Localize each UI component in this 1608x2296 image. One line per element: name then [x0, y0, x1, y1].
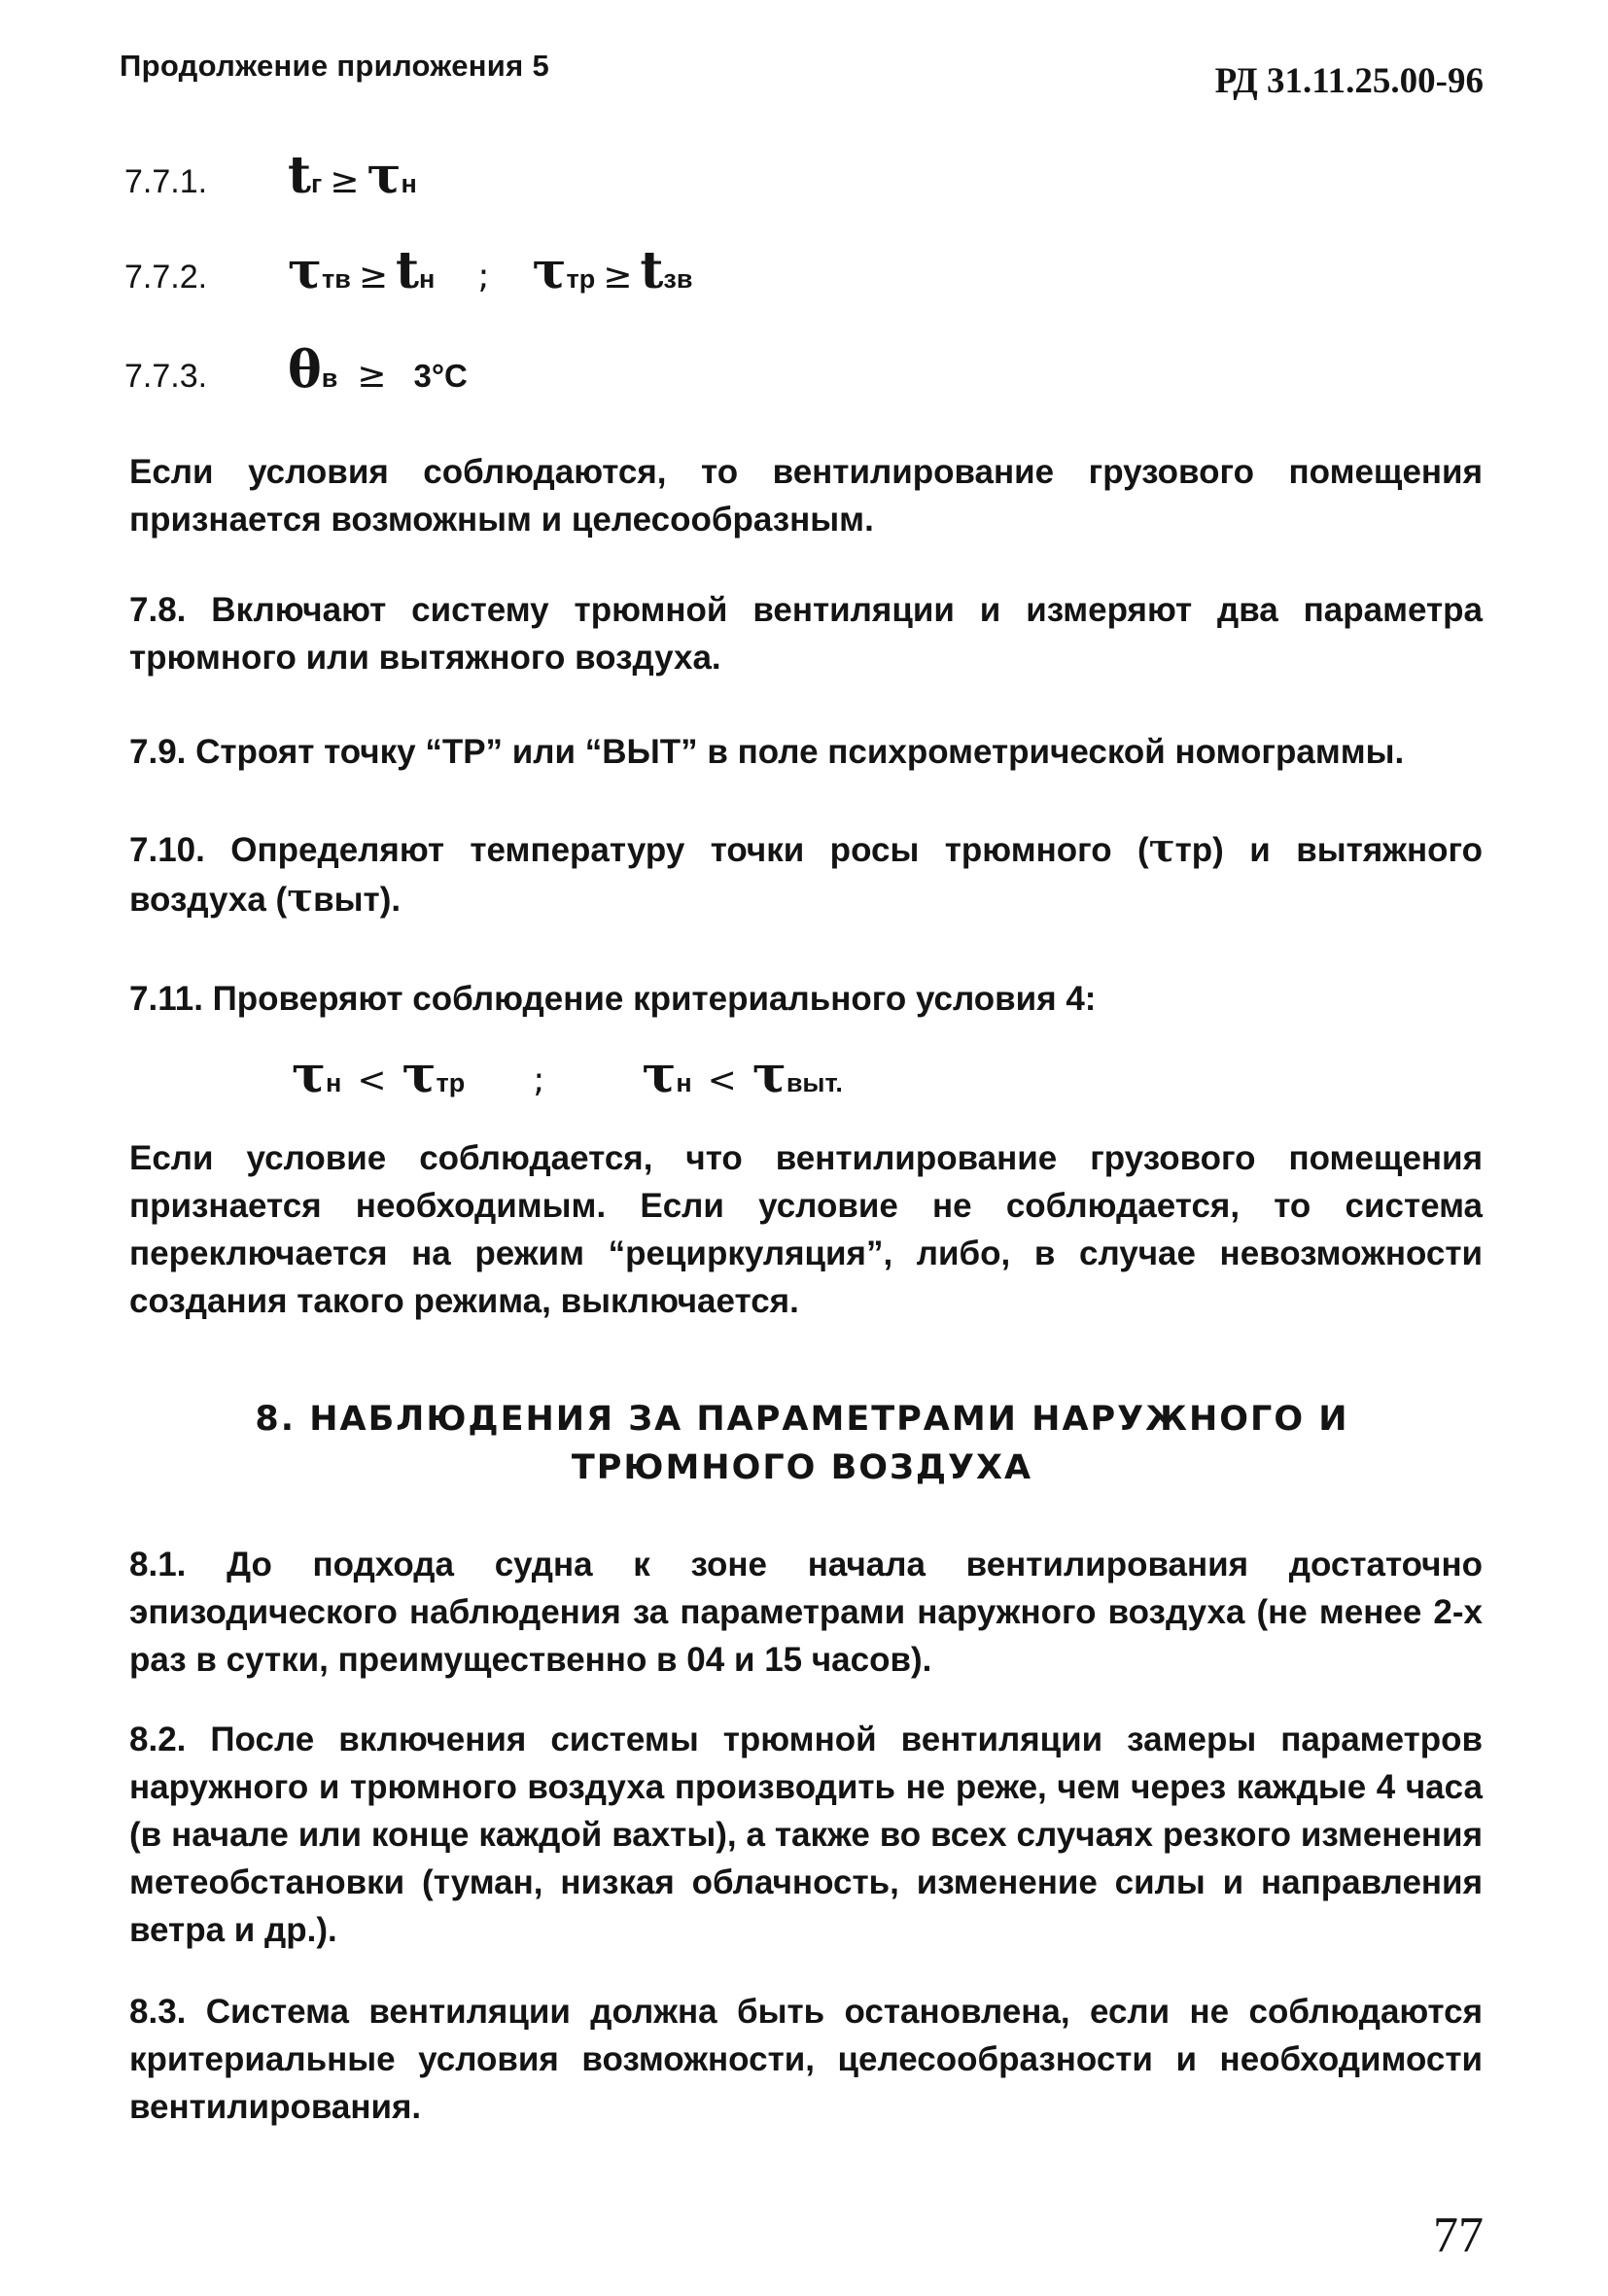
symbol-tau: τ	[532, 241, 567, 300]
symbol-tau: τ	[752, 1045, 787, 1104]
paragraph-7-9: 7.9. Строят точку “ТР” или “ВЫТ” в поле психрометрической номограммы.	[129, 733, 1405, 771]
symbol-tau: τ	[367, 146, 402, 205]
formula-7-7-2	[124, 241, 692, 300]
symbol-tau: τ	[642, 1045, 677, 1104]
paragraph-text: ).	[379, 881, 402, 919]
subscript: выт.	[786, 1068, 843, 1097]
paragraph-7-11: 7.11. Проверяют соблюдение критериального условия 4:	[129, 980, 1097, 1018]
header-appendix-continuation: Продолжение приложения 5	[120, 49, 549, 83]
paragraph-conditions-met: Если условия соблюдаются, то вентилирование грузового помещения признается возможным и целесообразным.	[129, 453, 1483, 539]
page-number: 77	[1433, 2208, 1484, 2263]
operator-geq: ≥	[603, 257, 633, 296]
subscript: н	[401, 169, 417, 198]
subscript: тв	[322, 264, 351, 294]
symbol-t: t	[288, 146, 312, 205]
paragraph-condition-result: Если условие соблюдается, что вентилирование грузового помещения признается необходимым. Если условие не соблюдается, то система переключается на режим “рециркуляция”, либо, в случае невозможности создания такого режима, выключается.	[129, 1139, 1483, 1320]
paragraph-text: ) и вытяжного воздуха (	[129, 831, 1483, 919]
formula-number: 7.7.1.	[124, 163, 208, 200]
formula-criterion-4	[292, 1045, 843, 1104]
paragraph-8-1: 8.1. До подхода судна к зоне начала вентилирования достаточно эпизодического наблюдения за параметрами наружного воздуха (не менее 2-х раз в сутки, преимущественно в 04 и 15 часов).	[129, 1546, 1483, 1679]
subscript: н	[676, 1068, 692, 1097]
subscript: зв	[663, 264, 693, 294]
subscript: тр	[436, 1068, 466, 1097]
subscript: тр	[566, 264, 596, 294]
separator: ;	[477, 257, 490, 296]
temperature-value: 3°С	[413, 358, 468, 394]
section-8-heading	[146, 1395, 1458, 1492]
subscript: тр	[1174, 831, 1213, 869]
operator-geq: ≥	[358, 257, 388, 296]
subscript: выт	[313, 881, 380, 919]
formula-7-7-1	[124, 146, 417, 205]
symbol-tau: τ	[292, 1045, 326, 1104]
symbol-tau: τ	[287, 875, 314, 921]
symbol-t: t	[640, 241, 664, 300]
paragraph-text: 7.10. Определяют температуру точки росы трюмного (	[129, 831, 1149, 869]
symbol-theta: θ	[288, 340, 322, 400]
operator-less-than: <	[357, 1061, 387, 1100]
separator: ;	[533, 1061, 545, 1100]
paragraph-8-3: 8.3. Система вентиляции должна быть остановлена, если не соблюдаются критериальные условия возможности, целесообразности и необходимости вентилирования.	[129, 1993, 1483, 2126]
operator-less-than: <	[707, 1061, 737, 1100]
formula-number: 7.7.3.	[124, 358, 208, 395]
paragraph-8-2: 8.2. После включения системы трюмной вентиляции замеры параметров наружного и трюмного воздуха производить не реже, чем через каждые 4 часа (в начале или конце каждой вахты), а также во всех случаях резкого изменения метеобстановки (туман, низкая облачность, изменение силы и направления ветра и др.).	[129, 1721, 1483, 1949]
subscript: н	[326, 1068, 342, 1097]
header-document-code: РД 31.11.25.00-96	[1214, 61, 1484, 101]
paragraph-7-8: 7.8. Включают систему трюмной вентиляции и измеряют два параметра трюмного или вытяжного воздуха.	[129, 591, 1483, 677]
formula-7-7-3	[124, 340, 468, 400]
paragraph-7-10	[129, 824, 1483, 923]
subscript: г	[311, 169, 323, 198]
subscript: в	[321, 364, 338, 393]
symbol-tau: τ	[402, 1045, 437, 1104]
section-heading-line: ТРЮМНОГО ВОЗДУХА	[571, 1448, 1033, 1487]
symbol-t: t	[396, 241, 420, 300]
formula-number: 7.7.2.	[124, 259, 208, 296]
operator-geq: ≥	[357, 356, 387, 396]
section-heading-line: 8. НАБЛЮДЕНИЯ ЗА ПАРАМЕТРАМИ НАРУЖНОГО И	[255, 1400, 1349, 1439]
symbol-tau: τ	[1148, 825, 1175, 871]
subscript: н	[419, 264, 436, 294]
symbol-tau: τ	[288, 241, 322, 300]
operator-geq: ≥	[330, 161, 360, 201]
